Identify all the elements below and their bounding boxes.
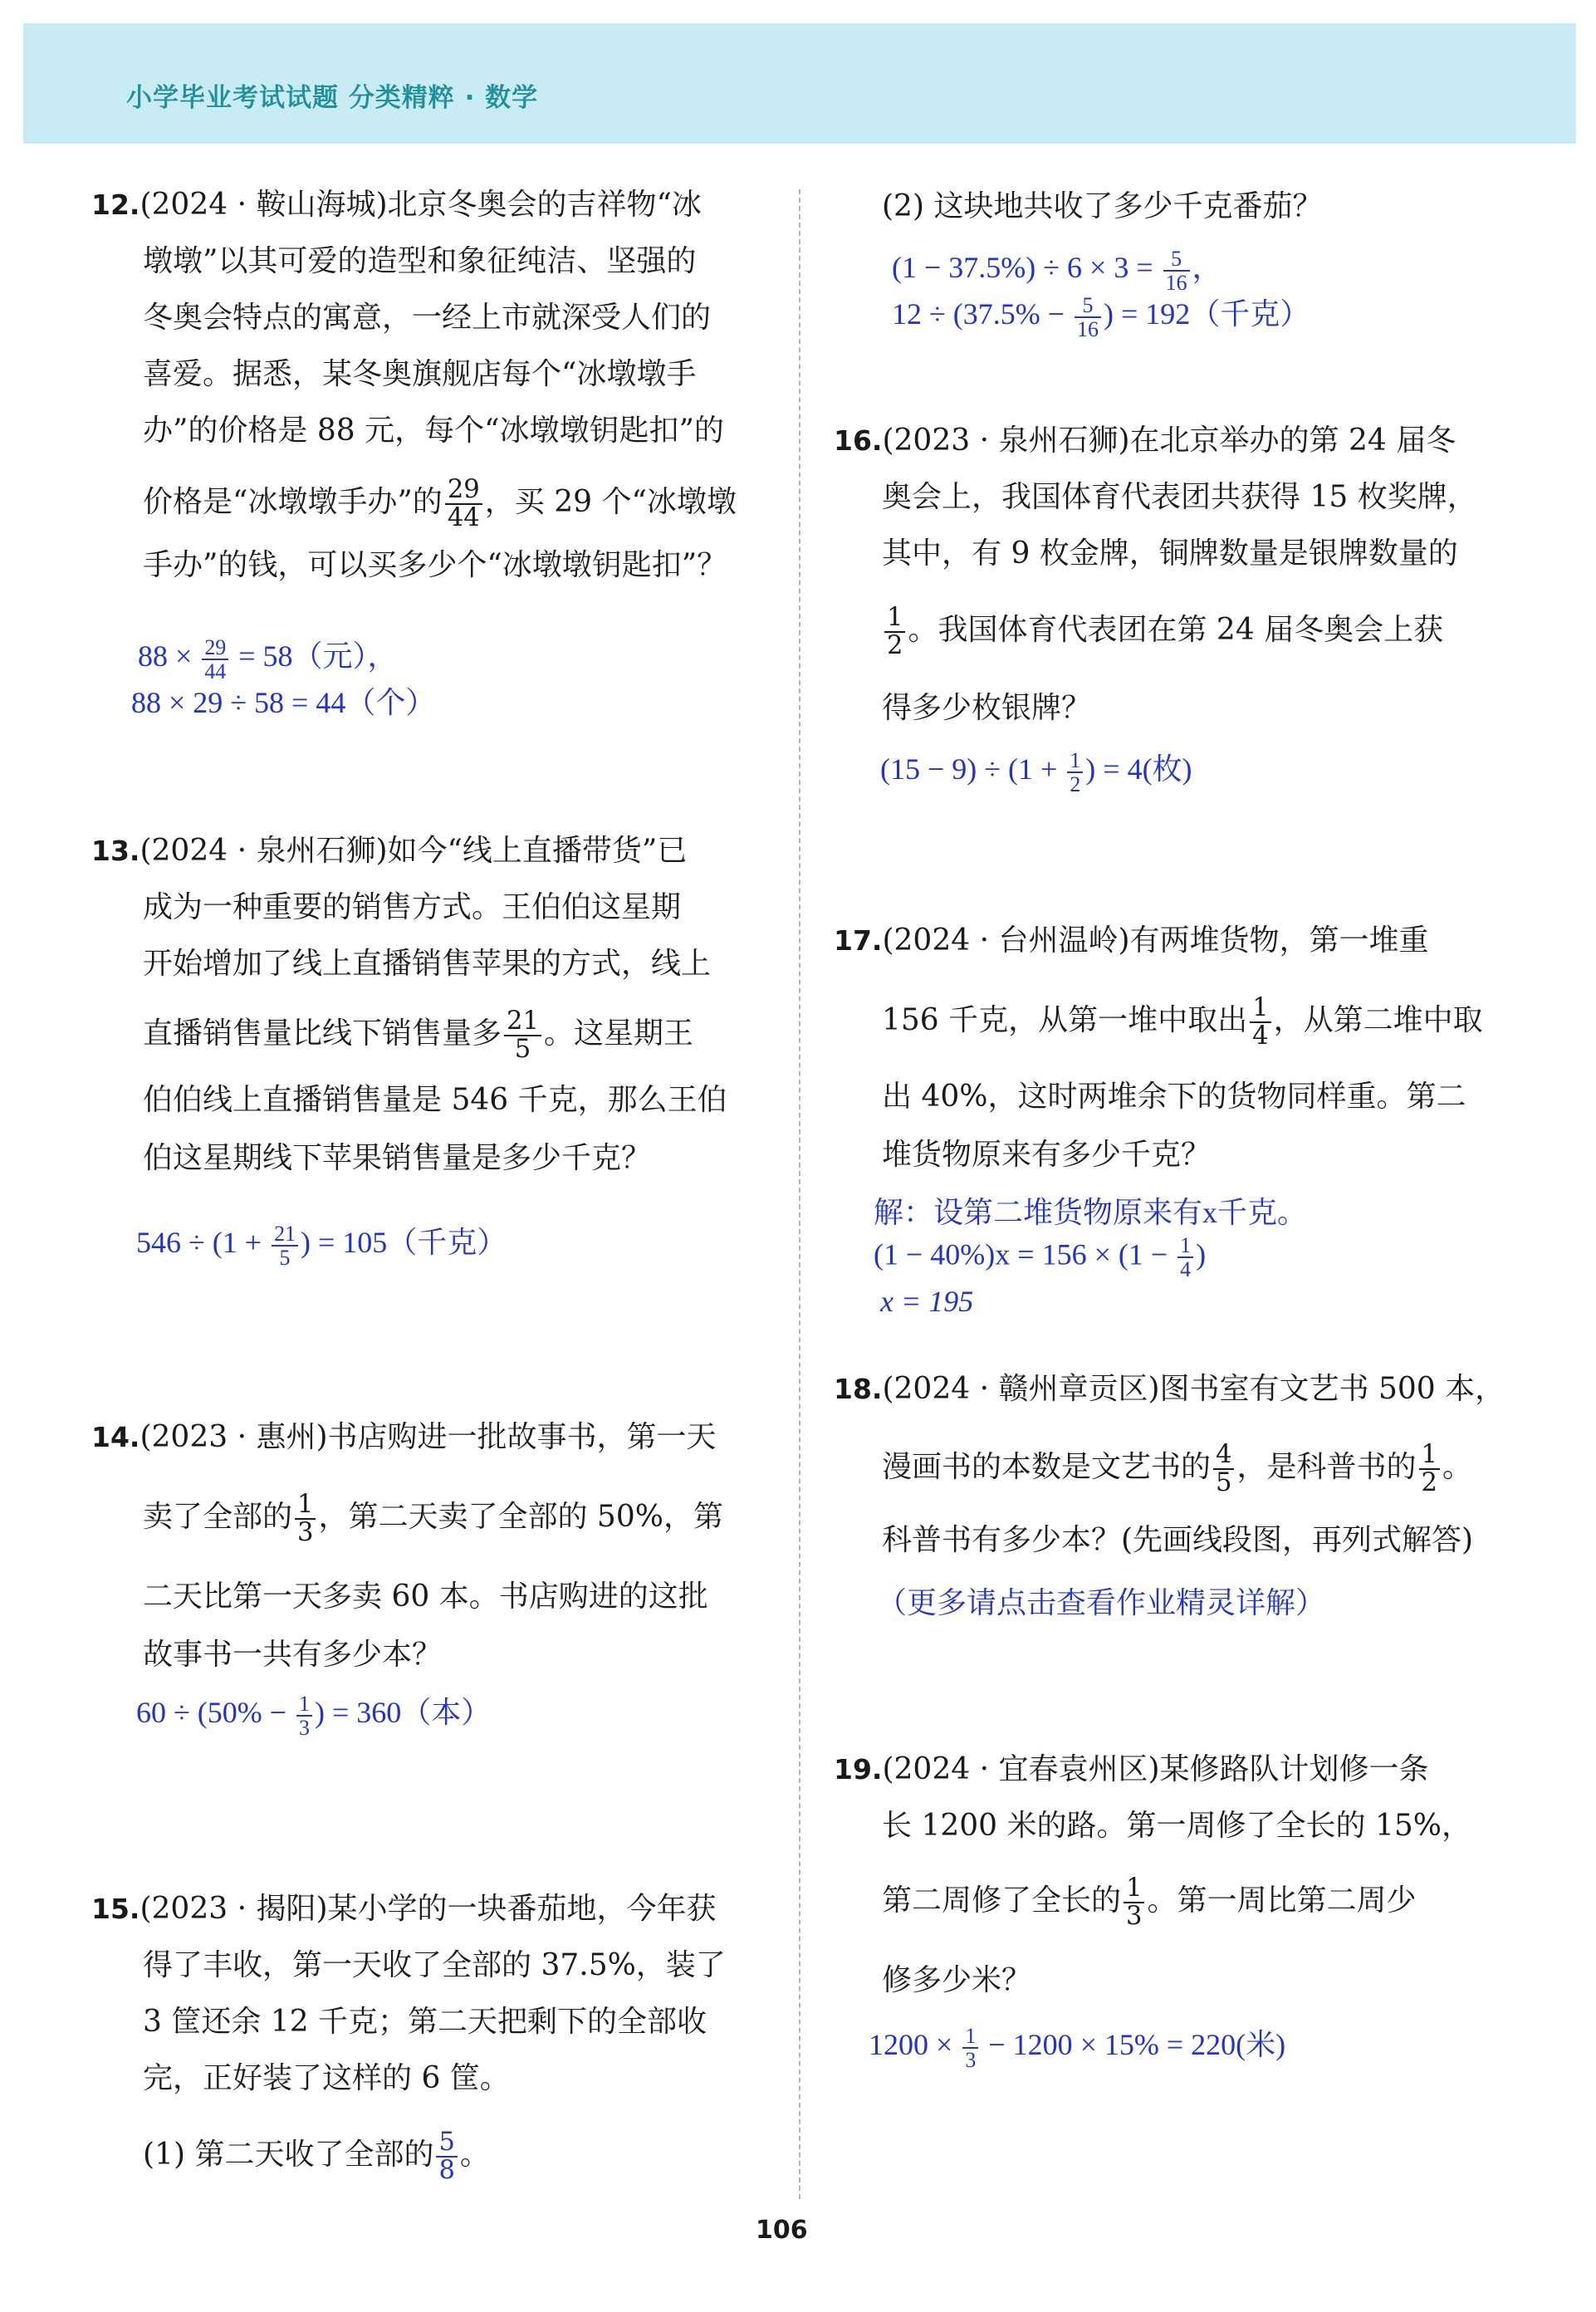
question-text: 图书室有文艺书 500 本，	[1159, 1372, 1505, 1406]
question-text: 故事书一共有多少本？	[143, 1638, 443, 1672]
question-text: 成为一种重要的销售方式。王伯伯这星期	[143, 890, 682, 924]
fill-in-answer: $\frac{5}{8}$	[436, 2129, 457, 2184]
answer-17-line2: (1 − 40%)x = 156 × (1 − $\frac{1}{4}$ )	[874, 1233, 1207, 1282]
question-text: 冬奥会特点的寓意，一经上市就深受人们的	[143, 301, 712, 335]
fraction: $\frac{1}{3}$	[295, 1492, 316, 1546]
question-text: 卖了全部的	[143, 1500, 293, 1535]
question-text: 书店购进一批故事书，第一天	[327, 1420, 717, 1454]
question-source: (2024 · 泉州石狮)	[140, 834, 388, 868]
question-text: 得了丰收，第一天收了全部的 37.5%，装了	[143, 1948, 726, 1982]
column-divider	[799, 189, 800, 2199]
question-source: (2023 · 揭阳)	[140, 1892, 328, 1926]
question-text: 第二周修了全长的	[882, 1883, 1122, 1918]
question-text: ，买 29 个“冰墩墩	[484, 485, 737, 520]
fraction: $\frac{1}{3}$	[1124, 1875, 1144, 1930]
question-text: 价格是“冰墩墩手办”的	[143, 485, 443, 520]
question-text: 开始增加了线上直播销售苹果的方式，线上	[143, 947, 712, 981]
question-text: 长 1200 米的路。第一周修了全长的 15%，	[882, 1809, 1471, 1843]
question-text: 。我国体育代表团在第 24 届冬奥会上获	[908, 613, 1444, 648]
answer-16: (15 − 9) ÷ (1 + $\frac{1}{2}$ ) = 4(枚)	[880, 747, 1192, 796]
answer-15-line2: 12 ÷ (37.5% − $\frac{5}{16}$ ) = 192（千克）	[892, 292, 1310, 341]
question-text: 其中，有 9 枚金牌，铜牌数量是银牌数量的	[882, 536, 1458, 571]
question-number: 12.	[91, 189, 140, 221]
question-source: (2023 · 惠州)	[140, 1420, 328, 1454]
question-text: 办”的价格是 88 元，每个“冰墩墩钥匙扣”的	[143, 414, 724, 448]
fraction: $\frac{29}{44}$	[445, 477, 482, 531]
question-text: 出 40%，这时两堆余下的货物同样重。第二	[882, 1080, 1466, 1114]
question-number: 19.	[834, 1753, 883, 1785]
question-number: 16.	[834, 424, 883, 457]
question-text: 在北京举办的第 24 届冬	[1129, 424, 1456, 458]
answer-18-link[interactable]: （更多请点击查看作业精灵详解）	[877, 1586, 1326, 1619]
question-text: 某小学的一块番茄地，今年获	[327, 1892, 717, 1926]
answer-17-line1: 解：设第二堆货物原来有x千克。	[874, 1196, 1308, 1229]
question-text: 3 筐还余 12 千克；第二天把剩下的全部收	[143, 2005, 707, 2039]
answer-14: 60 ÷ (50% − $\frac{1}{3}$ ) = 360（本）	[136, 1691, 492, 1740]
question-text: 伯伯线上直播销售量是 546 千克，那么王伯	[143, 1083, 727, 1117]
question-text: 手办”的钱，可以买多少个“冰墩墩钥匙扣”？	[143, 548, 727, 582]
question-text: ，第二天卖了全部的 50%，第	[318, 1500, 723, 1535]
question-text: 二天比第一天多卖 60 本。书店购进的这批	[143, 1580, 708, 1614]
answer-15-line1: (1 − 37.5%) ÷ 6 × 3 = $\frac{5}{16}$ ，	[892, 246, 1222, 295]
question-text: ，是科普书的	[1236, 1450, 1417, 1485]
question-text: 北京冬奥会的吉祥物“冰	[387, 188, 702, 222]
subquestion-text: (2) 这块地共收了多少千克番茄？	[882, 189, 1323, 223]
question-text: 得多少枚银牌？	[882, 691, 1092, 725]
subquestion-text: (1) 第二天收了全部的	[143, 2138, 434, 2172]
question-number: 15.	[91, 1893, 140, 1925]
question-text: 完，正好装了这样的 6 筐。	[143, 2061, 510, 2095]
question-number: 17.	[834, 924, 883, 957]
fraction: $\frac{1}{2}$	[1419, 1442, 1440, 1496]
question-text: 如今“线上直播带货”已	[387, 834, 688, 868]
fraction: $\frac{1}{2}$	[884, 605, 905, 659]
answer-19: 1200 × $\frac{1}{3}$ − 1200 × 15% = 220(米)	[869, 2023, 1286, 2072]
book-title: 小学毕业考试试题 分类精粹 · 数学	[126, 83, 539, 113]
fraction: $\frac{4}{5}$	[1213, 1442, 1234, 1496]
question-number: 13.	[91, 835, 140, 867]
question-text: ，从第二堆中取	[1273, 1003, 1483, 1038]
question-text: 156 千克，从第一堆中取出	[882, 1003, 1248, 1038]
question-text: 科普书有多少本？(先画线段图，再列式解答)	[882, 1523, 1474, 1557]
page-number: 106	[756, 2216, 808, 2245]
question-source: (2024 · 台州温岭)	[882, 923, 1130, 958]
question-text: 。这星期王	[543, 1016, 693, 1051]
answer-12-line2: 88 × 29 ÷ 58 = 44（个）	[131, 686, 436, 719]
question-source: (2023 · 泉州石狮)	[882, 424, 1130, 458]
fraction: $\frac{1}{4}$	[1250, 995, 1270, 1050]
question-source: (2024 · 赣州章贡区)	[882, 1372, 1160, 1406]
question-text: 伯这星期线下苹果销售量是多少千克？	[143, 1141, 652, 1175]
question-text: 漫画书的本数是文艺书的	[882, 1450, 1212, 1485]
fraction: $\frac{21}{5}$	[504, 1008, 541, 1063]
question-text: 有两堆货物，第一堆重	[1129, 923, 1429, 958]
question-source: (2024 · 宜春袁州区)	[882, 1752, 1160, 1786]
question-text: 堆货物原来有多少千克？	[882, 1138, 1212, 1172]
answer-12-line1: 88 × $\frac{29}{44}$ = 58（元），	[138, 634, 398, 683]
question-text: 。第一周比第二周少	[1147, 1883, 1417, 1918]
question-number: 18.	[834, 1373, 883, 1405]
question-text: 奥会上，我国体育代表团共获得 15 枚奖牌，	[882, 480, 1477, 514]
question-text: 修多少米？	[882, 1963, 1032, 1997]
question-text: 某修路队计划修一条	[1159, 1752, 1429, 1786]
question-text: 直播销售量比线下销售量多	[143, 1016, 502, 1051]
question-source: (2024 · 鞍山海城)	[140, 188, 388, 222]
question-number: 14.	[91, 1421, 140, 1453]
question-text: 墩墩”以其可爱的造型和象征纯洁、坚强的	[143, 244, 697, 278]
answer-17-line3: x = 195	[880, 1285, 974, 1318]
question-text: 喜爱。据悉，某冬奥旗舰店每个“冰墩墩手	[143, 357, 697, 391]
answer-13: 546 ÷ (1 + $\frac{21}{5}$ ) = 105（千克）	[136, 1221, 507, 1270]
